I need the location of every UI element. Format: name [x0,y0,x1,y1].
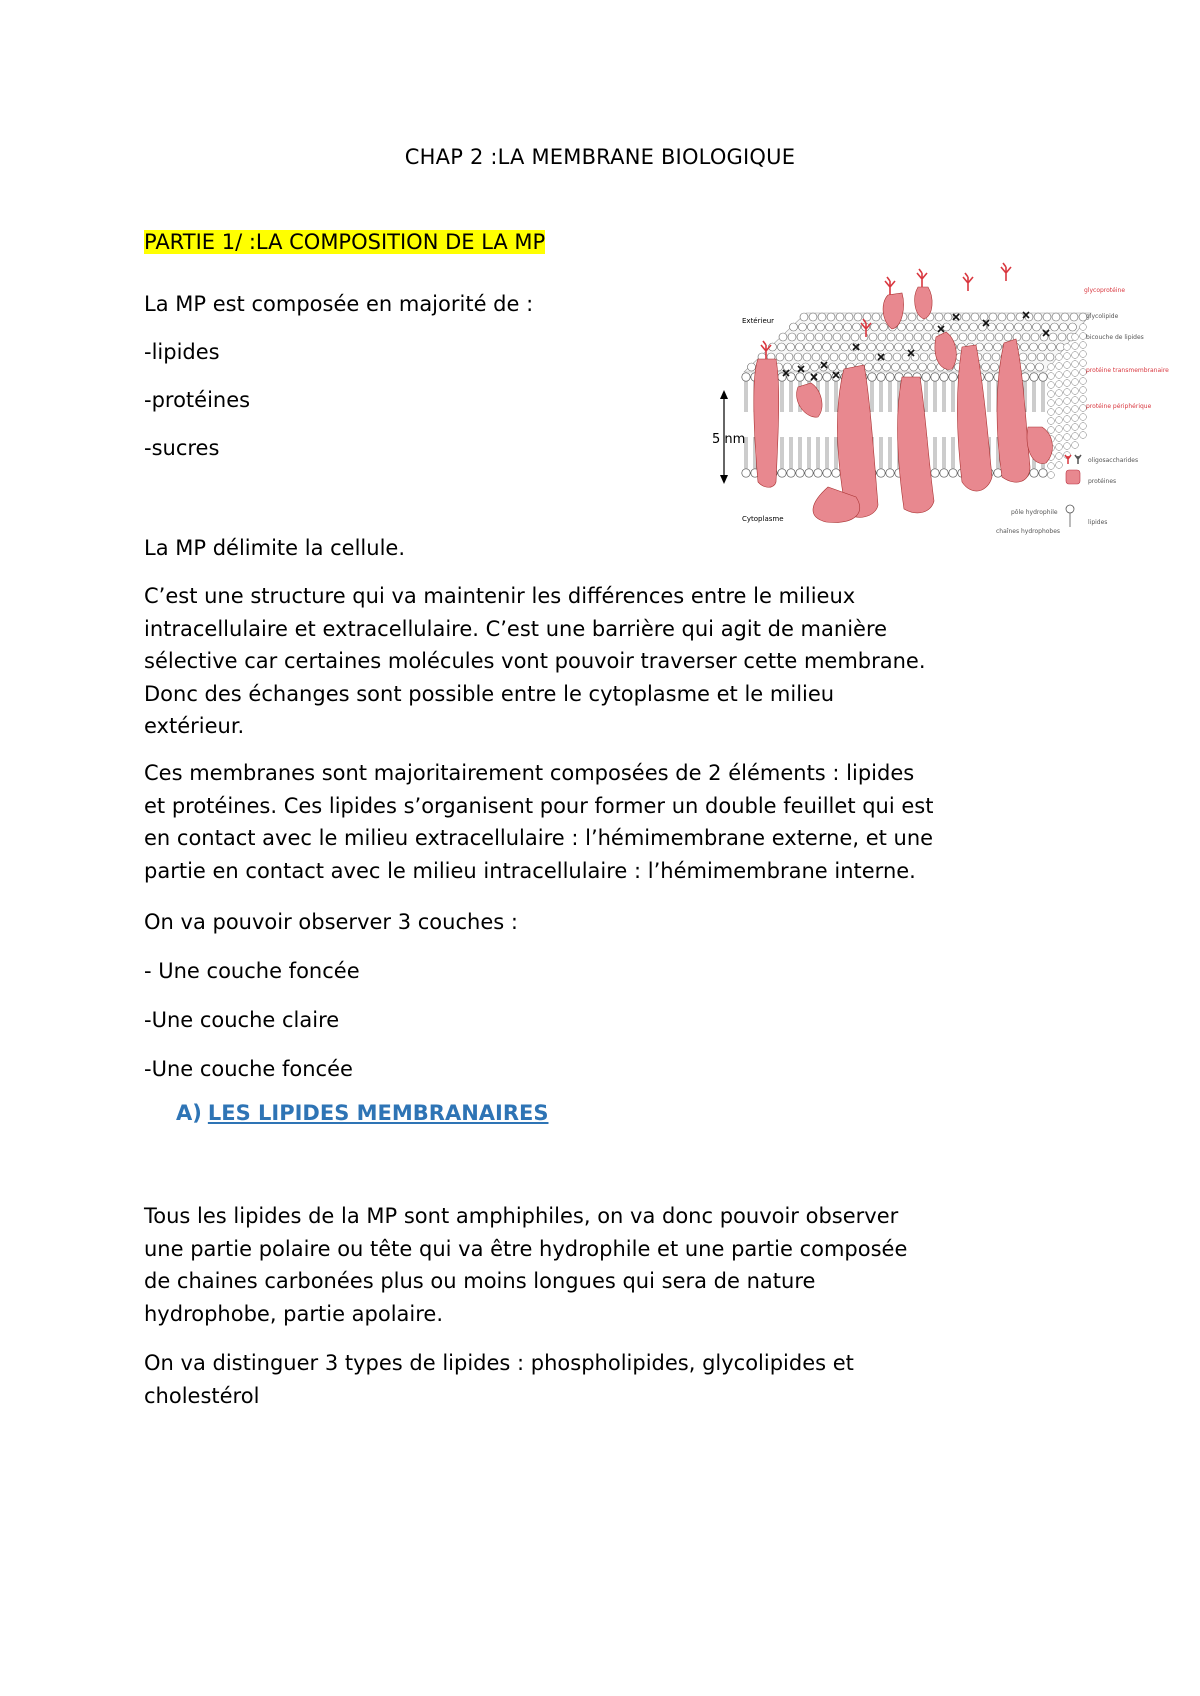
lipid-head [826,323,834,331]
lipid-head [839,353,847,361]
lipid-head [970,323,978,331]
lipid-head [1048,427,1055,434]
lipid-head [1048,472,1055,479]
lipid-head [1061,313,1069,321]
lipid-head [1048,364,1055,371]
lipid-head [923,333,931,341]
lipid-head [748,363,756,371]
paragraph-line: Tous les lipides de la MP sont amphiphiles, on va donc pouvoir observer [144,1204,899,1228]
lipid-head [785,353,793,361]
section-heading-partie-1 [144,226,545,259]
lipid-head [1048,391,1055,398]
lipid-head [787,469,795,477]
lipid-head [821,353,829,361]
lipid-head [1056,417,1063,424]
lipid-head [1022,333,1030,341]
lipid-head [796,373,804,381]
lipid-head [1036,363,1044,371]
lipid-head [949,469,957,477]
lipid-head [914,333,922,341]
lipid-head [806,333,814,341]
paragraph-line: C’est une structure qui va maintenir les différences entre le milieux [144,584,856,608]
lipid-head [878,333,886,341]
lipid-head [1056,363,1063,370]
lipid-head [868,373,876,381]
lipid-head [742,469,750,477]
membrane-protein [754,359,779,487]
lipid-head [959,333,967,341]
lipid-head [1057,343,1065,351]
lipid-head [818,313,826,321]
lipid-head [833,333,841,341]
lipid-head [1072,406,1079,413]
lipid-head [1070,313,1078,321]
lipid-head [886,343,894,351]
lipid-head [842,333,850,341]
lipid-head [797,333,805,341]
lipid-head [1056,444,1063,451]
legend-glycoproteine: glycoprotéine [1084,287,1126,294]
legend-prot-peripherique: protéine périphérique [1086,403,1152,410]
paragraph-line: en contact avec le milieu extracellulaire : l’hémimembrane externe, et une [144,826,934,850]
lipid-head [877,373,885,381]
list-item: -protéines [144,388,251,412]
lipid-head [815,333,823,341]
paragraph: La MP délimite la cellule. [144,536,405,560]
lipid-head [1064,353,1071,360]
lipid-head [1072,442,1079,449]
paragraph [144,580,1074,743]
list-item: -sucres [144,436,220,460]
lipid-head [1056,408,1063,415]
paragraph [144,1347,1074,1412]
lipid-head [1049,333,1057,341]
lipid-head [893,353,901,361]
paragraph [144,757,1074,887]
lipid-head [779,333,787,341]
lipid-head [1048,463,1055,470]
lipid-head [1072,415,1079,422]
lipid-head [997,323,1005,331]
lipid-head [968,333,976,341]
lipid-head [1007,313,1015,321]
list-item: -Une couche foncée [144,1057,353,1081]
lipid-head [1072,370,1079,377]
legend-lipides: lipides [1088,519,1108,526]
lipid-head [1064,398,1071,405]
lipid-head [884,353,892,361]
lipid-head [857,353,865,361]
lipid-head [985,343,993,351]
lipid-head [982,363,990,371]
lipid-head [1027,363,1035,371]
lipid-head [823,343,831,351]
lipid-head [808,323,816,331]
lipid-head [880,323,888,331]
lipid-head [1080,351,1087,358]
lipid-head [1039,469,1047,477]
lipid-head [824,333,832,341]
lipid-head [983,353,991,361]
lipid-head [1056,399,1063,406]
lipid-head [811,363,819,371]
lipid-head [854,313,862,321]
membrane-diagram-figure [706,277,1169,542]
lipid-head [1064,416,1071,423]
lipid-head [778,469,786,477]
lipid-head [1056,453,1063,460]
lipid-head [896,333,904,341]
paragraph-line: Donc des échanges sont possible entre le cytoplasme et le milieu [144,681,835,706]
lipid-head [1072,343,1079,350]
lipid-head [1028,353,1036,361]
paragraph-line: On va distinguer 3 types de lipides : phospholipides, glycolipides et [144,1351,854,1375]
lipid-head [877,343,885,351]
lipid-head [1048,382,1055,389]
lipid-head [922,373,930,381]
lipid-head [1034,313,1042,321]
lipid-head [866,353,874,361]
lipid-head [865,363,873,371]
lipid-head [971,313,979,321]
lipid-head [814,343,822,351]
lipid-head [1064,362,1071,369]
lipid-head [832,469,840,477]
lipid-head [872,313,880,321]
lipid-head [1031,333,1039,341]
lipid-head [794,353,802,361]
lipid-head [1056,462,1063,469]
membrane-protein [797,383,822,417]
lipid-head [991,363,999,371]
paragraph-line: hydrophobe, partie apolaire. [144,1301,444,1326]
lipid-head [823,469,831,477]
lipid-head [871,323,879,331]
lipid-head [925,323,933,331]
lipid-head [1056,354,1063,361]
lipid-head [742,373,750,381]
lipid-head [1039,343,1047,351]
lipid-head [1015,323,1023,331]
lipid-head [916,323,924,331]
lipid-head [980,313,988,321]
lipid-head [787,343,795,351]
lipid-head [998,313,1006,321]
section-prefix: A) [176,1101,202,1125]
lipid-head [1072,397,1079,404]
lipid-head [874,363,882,371]
lipid-head [851,333,859,341]
lipid-head [1072,424,1079,431]
glyco-chain [963,273,973,291]
lipid-head [1072,361,1079,368]
paragraph: On va pouvoir observer 3 couches : [144,910,518,934]
lipid-head [1064,389,1071,396]
lipid-head [1056,390,1063,397]
lipid-head [908,313,916,321]
lipid-head [886,469,894,477]
legend-glycolipide: glycolipide [1086,313,1119,320]
lipid-head [829,363,837,371]
lipid-head [1080,324,1087,331]
lipid-head [1030,469,1038,477]
lipid-head [809,313,817,321]
glyco-chain [885,277,895,295]
paragraph-line: Ces membranes sont majoritairement composées de 2 éléments : lipides [144,761,915,785]
lipid-head [1043,313,1051,321]
lipid-head [1033,323,1041,331]
lipid-head [1048,373,1055,380]
lipid-head [901,363,909,371]
lipid-head [803,353,811,361]
lipid-head [1080,414,1087,421]
page-title: CHAP 2 :LA MEMBRANE BIOLOGIQUE [404,145,796,169]
glyco-chain [1001,263,1011,281]
lipid-head [1072,433,1079,440]
lipid-head [835,323,843,331]
scale-label: 5 nm [712,432,746,447]
lipid-head [784,363,792,371]
lipid-head [1064,380,1071,387]
lipid-head [827,313,835,321]
list-item: -Une couche claire [144,1008,340,1032]
lipid-head [931,373,939,381]
lipid-head [905,333,913,341]
lipid-head [907,323,915,331]
lipid-head [1006,323,1014,331]
lipid-head [817,323,825,331]
lipid-head [841,343,849,351]
legend-proteines: protéines [1088,478,1117,485]
lipid-head [1064,434,1071,441]
lipid-head [1064,371,1071,378]
lipid-head [823,373,831,381]
lipid-head [922,343,930,351]
lipid-head [1048,418,1055,425]
lipid-head [994,343,1002,351]
lipid-head [1056,381,1063,388]
membrane-protein [898,377,934,513]
lipid-head [844,323,852,331]
lipid-head [778,343,786,351]
lipid-head [920,353,928,361]
lipid-head [940,373,948,381]
lipid-head [1046,353,1054,361]
paragraph-line: extérieur. [144,714,245,738]
lipid-head [1016,313,1024,321]
lipid-head [886,373,894,381]
paragraph-line: partie en contact avec le milieu intracellulaire : l’hémimembrane interne. [144,858,916,883]
lipid-head [1030,343,1038,351]
lipid-head [1039,373,1047,381]
list-item: - Une couche foncée [144,959,360,983]
lipid-head [1072,352,1079,359]
lipid-head [848,353,856,361]
glyco-chain [917,269,927,287]
lipid-head [1056,435,1063,442]
lipid-head [1004,333,1012,341]
lipid-head [814,469,822,477]
lipid-head [1080,387,1087,394]
lipid-head [1021,343,1029,351]
lipid-head [776,353,784,361]
lipid-head [935,313,943,321]
lipid-head [1064,344,1071,351]
legend-oligosaccharides: oligosaccharides [1088,457,1139,464]
lipid-head [805,469,813,477]
lipid-head [1064,425,1071,432]
lipid-head [883,363,891,371]
lipid-head [859,343,867,351]
lipid-head [805,343,813,351]
lipid-head [1052,313,1060,321]
paragraph-line: cholestérol [144,1383,260,1408]
section-link[interactable]: LES LIPIDES MEMBRANAIRES [207,1101,549,1125]
lipid-head [962,313,970,321]
lipid-head [812,353,820,361]
label-exterieur: Extérieur [742,317,775,325]
lipid-head [1064,407,1071,414]
lipid-head [868,343,876,351]
lipid-head [1056,372,1063,379]
lipid-head [1080,432,1087,439]
lipid-head [830,353,838,361]
paragraph-line: sélective car certaines molécules vont pouvoir traverser cette membrane. [144,649,926,673]
lipid-head [869,333,877,341]
lipid-head [1048,400,1055,407]
lipid-head [1030,373,1038,381]
highlighted-heading: PARTIE 1/ :LA COMPOSITION DE LA MP [144,230,546,254]
lipid-head [995,333,1003,341]
lipid-head [919,363,927,371]
lipid-head [1019,353,1027,361]
lipid-head [832,343,840,351]
lipid-head [799,323,807,331]
lipid-head [845,313,853,321]
lipid-head [796,343,804,351]
lipid-head [1080,360,1087,367]
lipid-head [796,469,804,477]
list-item: -lipides [144,340,220,364]
lipid-head [892,363,900,371]
lipid-head [961,323,969,331]
section-heading-a [176,1101,548,1125]
lipid-head [977,333,985,341]
lipid-head [1064,443,1071,450]
lipid-head [1024,323,1032,331]
lipid-head [853,323,861,331]
lipid-head [1080,396,1087,403]
lipid-head [1058,333,1066,341]
legend-prot-transmembranaire: protéine transmembranaire [1086,367,1169,374]
lipid-head [1051,323,1059,331]
lipid-head [1037,353,1045,361]
lipid-head [988,323,996,331]
lipid-head [1072,388,1079,395]
paragraph-line: intracellulaire et extracellulaire. C’est une barrière qui agit de manière [144,616,888,641]
lipid-head [1056,426,1063,433]
lipid-head [1048,343,1056,351]
lipid-head [931,469,939,477]
lipid-head [928,363,936,371]
intro-text: La MP est composée en majorité de : [144,292,534,316]
lipid-head [904,343,912,351]
lipid-head [986,333,994,341]
lipid-head [1069,323,1077,331]
lipid-head [992,353,1000,361]
lipid-head [790,323,798,331]
lipid-head [985,373,993,381]
lipid-head [910,363,918,371]
lipid-head [788,333,796,341]
lipid-head [877,469,885,477]
lipid-head [1060,323,1068,331]
lipid-head [1080,423,1087,430]
lipid-head [1072,379,1079,386]
lipid-head [1080,378,1087,385]
legend-bicouche: bicouche de lipides [1086,334,1144,341]
label-cytoplasme: Cytoplasme [742,515,784,523]
lipid-head [952,323,960,331]
lipid-head [1048,409,1055,416]
lipid-head [944,313,952,321]
lipid-head [895,343,903,351]
lipid-head [989,313,997,321]
lipid-head [800,313,808,321]
lipid-head [836,313,844,321]
legend-chaines-hydrophobes: chaînes hydrophobes [996,528,1061,535]
lipid-head [1080,342,1087,349]
paragraph-line: de chaines carbonées plus ou moins longues qui sera de nature [144,1269,816,1293]
membrane-diagram [706,277,1169,542]
paragraph-line: et protéines. Ces lipides s’organisent pour former un double feuillet qui est [144,793,934,818]
paragraph [144,1200,1074,1330]
lipid-head [887,333,895,341]
lipid-head [940,469,948,477]
lipid-head [1072,334,1079,341]
lipid-head [949,373,957,381]
paragraph-line: une partie polaire ou tête qui va être hydrophile et une partie composée [144,1236,908,1261]
legend-pole-hydrophile: pôle hydrophile [1011,509,1058,516]
